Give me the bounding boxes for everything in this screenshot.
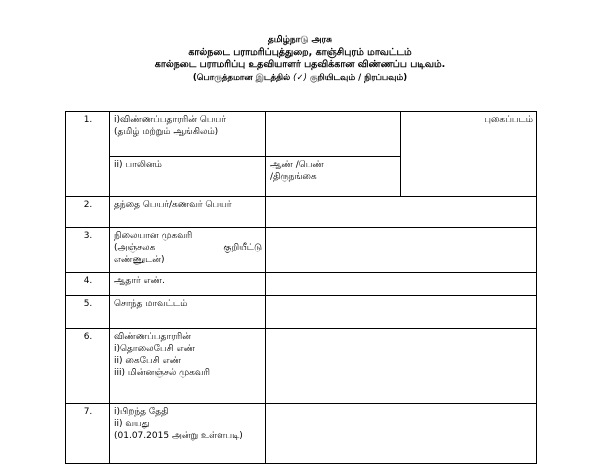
row-number: 6. (66, 329, 110, 404)
form-row-2 (66, 197, 537, 228)
application-form-table (65, 111, 537, 464)
row-number: 4. (66, 273, 110, 296)
father-husband-name-label: தந்தை பெயர்/கணவர் பெயர் (110, 197, 266, 228)
aadhaar-number-field[interactable] (266, 273, 537, 296)
header-government: தமிழ்நாடு அரசு (267, 35, 333, 45)
header-form-title: கால்நடை பராமரிப்பு உதவியாளர் பதவிக்கான விண்ணப்ப படிவம். (154, 59, 446, 70)
row-number: 2. (66, 197, 110, 228)
row-number: 3. (66, 228, 110, 273)
gender-options-field[interactable]: ஆண் /பெண் /திருநங்கை (266, 157, 401, 197)
header-department: கால்நடை பராமரிப்புத்துறை, காஞ்சிபுரம் மாவட்டம் (188, 46, 412, 58)
row-number: 5. (66, 296, 110, 329)
instruction-text-start: (பொருத்தமான இடத்தில் (192, 72, 291, 83)
instruction-text-end: குறியிடவும் / நிரப்பவும்) (309, 72, 408, 83)
native-district-field[interactable] (266, 296, 537, 329)
dob-age-field[interactable] (266, 404, 537, 464)
form-row-7 (66, 404, 537, 464)
photo-box[interactable] (401, 112, 537, 197)
contact-details-label: விண்ணப்பதாரரின் i)தொலைபேசி எண் ii) கைபேசி எண் iii) மின்னஞ்சல் முகவரி (110, 329, 266, 404)
applicant-name-label: i)விண்ணப்பதாரரின் பெயர் (தமிழ் மற்றும் ஆங்கிலம்) (110, 112, 266, 157)
native-district-label: சொந்த மாவட்டம் (110, 296, 266, 329)
aadhaar-number-label: ஆதார் எண். (110, 273, 266, 296)
contact-details-field[interactable] (266, 329, 537, 404)
father-husband-name-field[interactable] (266, 197, 537, 228)
form-header (0, 34, 600, 84)
gender-label: ii) பாலினம் (110, 157, 266, 197)
row-number: 1. (66, 112, 110, 197)
permanent-address-field[interactable] (266, 228, 537, 273)
dob-age-label: i)பிறந்த தேதி ii) வயது (01.07.2015 அன்று உள்ளபடி) (110, 404, 266, 464)
form-row-5 (66, 296, 537, 329)
form-row-4 (66, 273, 537, 296)
form-row-3 (66, 228, 537, 273)
tick-mark-icon: (✓) (293, 72, 307, 83)
applicant-name-field[interactable] (266, 112, 401, 157)
header-instruction (0, 72, 600, 85)
row-number: 7. (66, 404, 110, 464)
photo-label: புகைப்படம் (484, 115, 533, 125)
form-row-1 (66, 112, 537, 157)
permanent-address-label: நிலையான முகவரி (அஞ்சலக குறியீட்டு எண்ணுடன்) (110, 228, 266, 273)
form-row-6 (66, 329, 537, 404)
